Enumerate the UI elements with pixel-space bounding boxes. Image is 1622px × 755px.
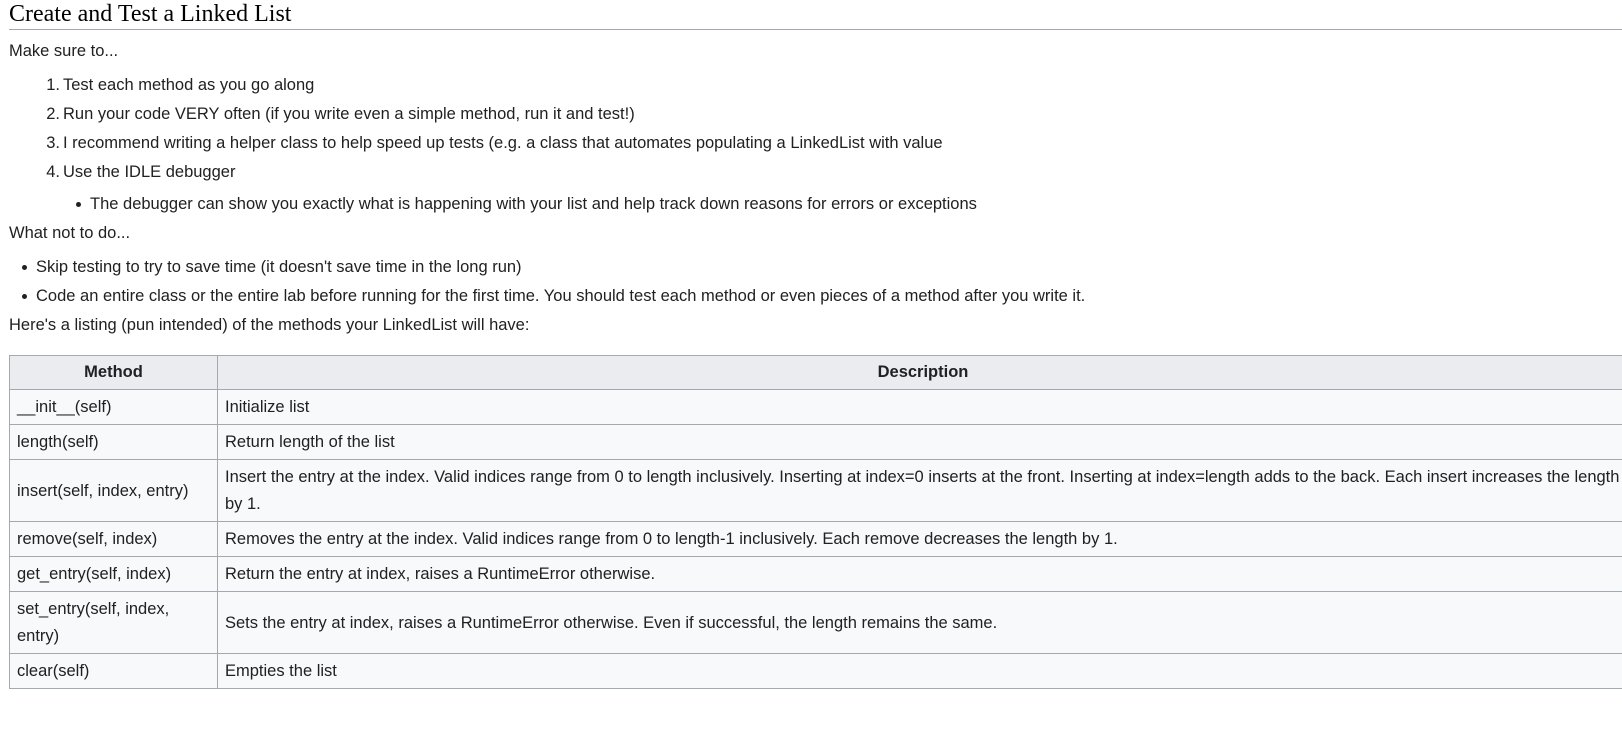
description-cell: Initialize list: [218, 390, 1622, 425]
list-item: 2. Run your code VERY often (if you write even a simple method, run it and test!): [46, 105, 635, 123]
what-not-list: [9, 256, 1622, 307]
list-item: 1. Test each method as you go along: [46, 76, 315, 94]
bullet-icon: [22, 294, 27, 299]
description-cell: Empties the list: [218, 654, 1622, 689]
method-cell: length(self): [10, 425, 218, 460]
method-cell: set_entry(self, index, entry): [10, 592, 218, 654]
method-cell: insert(self, index, entry): [10, 460, 218, 522]
make-sure-list: [9, 74, 1622, 215]
document-content: [9, 0, 1622, 689]
table-header-row: [10, 356, 1622, 390]
list-item: Code an entire class or the entire lab before running for the first time. You should test each method or even pieces of a method after you write it.: [36, 285, 1622, 307]
table-row: [10, 390, 1622, 425]
method-cell: get_entry(self, index): [10, 557, 218, 592]
bullet-icon: [22, 265, 27, 270]
description-cell: Sets the entry at index, raises a RuntimeError otherwise. Even if successful, the length remains the same.: [218, 592, 1622, 654]
table-row: [10, 425, 1622, 460]
table-row: [10, 557, 1622, 592]
section-heading: Create and Test a Linked List: [9, 0, 1622, 30]
list-item: 3. I recommend writing a helper class to help speed up tests (e.g. a class that automates populating a LinkedList with value: [46, 134, 943, 152]
bullet-icon: [76, 202, 81, 207]
method-cell: clear(self): [10, 654, 218, 689]
column-header-description: Description: [218, 356, 1622, 390]
table-row: [10, 460, 1622, 522]
table-row: [10, 592, 1622, 654]
description-cell: Insert the entry at the index. Valid indices range from 0 to length inclusively. Inserting at index=0 inserts at the front. Inserting at index=length adds to the back. Each insert increases the length by 1.: [218, 460, 1622, 522]
table-row: [10, 654, 1622, 689]
list-item: Skip testing to try to save time (it doesn't save time in the long run): [36, 256, 1622, 278]
description-cell: Return the entry at index, raises a RuntimeError otherwise.: [218, 557, 1622, 592]
method-cell: remove(self, index): [10, 522, 218, 557]
make-sure-intro: Make sure to...: [9, 42, 119, 60]
description-cell: Return length of the list: [218, 425, 1622, 460]
list-item: 4. Use the IDLE debugger The debugger can show you exactly what is happening with your list and help track down reasons for errors or exceptions: [63, 161, 1622, 215]
description-cell: Removes the entry at the index. Valid indices range from 0 to length-1 inclusively. Each remove decreases the length by 1.: [218, 522, 1622, 557]
table-row: [10, 522, 1622, 557]
what-not-intro: What not to do...: [9, 224, 131, 242]
list-item: The debugger can show you exactly what is happening with your list and help track down reasons for errors or exceptions: [90, 193, 1622, 215]
debugger-sublist: [63, 193, 1622, 215]
methods-table: [9, 355, 1622, 689]
column-header-method: Method: [10, 356, 218, 390]
listing-intro: Here's a listing (pun intended) of the methods your LinkedList will have:: [9, 316, 530, 334]
method-cell: __init__(self): [10, 390, 218, 425]
